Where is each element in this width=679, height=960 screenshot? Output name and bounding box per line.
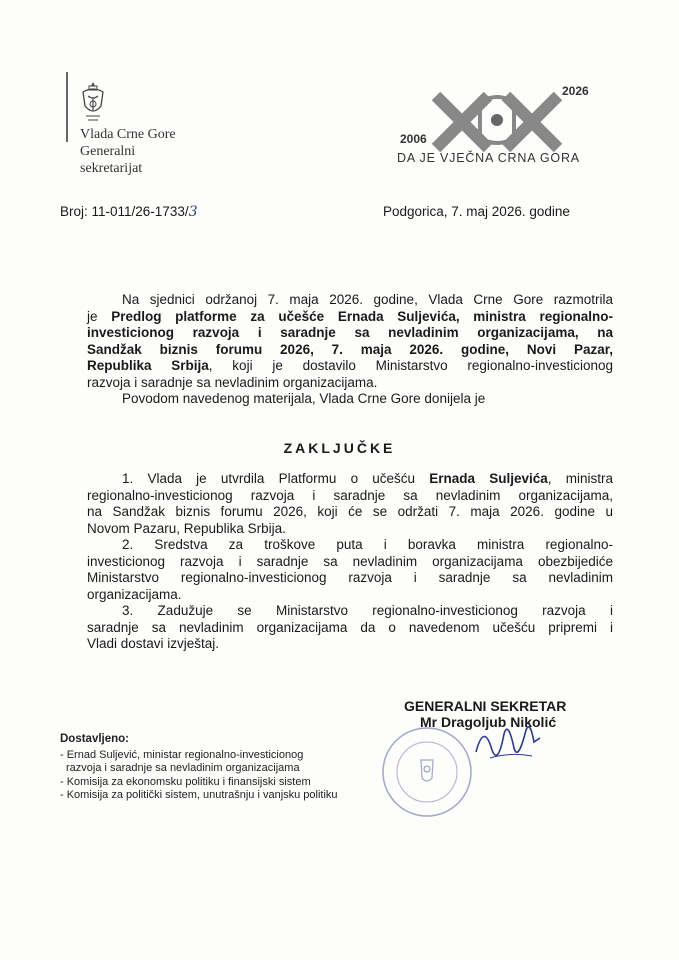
item-1-line-1: 1. Vlada je utvrdila Platformu o učešću Ernada Suljevića, ministra bbox=[122, 471, 614, 486]
reference-number-handwritten: 3 bbox=[188, 204, 198, 220]
document-date: Podgorica, 7. maj 2026. godine bbox=[383, 204, 570, 219]
logo-year-2026: 2026 bbox=[562, 84, 589, 98]
official-stamp-icon bbox=[372, 722, 482, 822]
item-3-line-1: 3. Zadužuje se Ministarstvo regionalno-investicionog razvoja i bbox=[122, 603, 613, 618]
org-line-3: sekretarijat bbox=[80, 161, 143, 176]
item-2-line-1: 2. Sredstva za troškove puta i boravka ministra regionalno- bbox=[122, 537, 613, 552]
item-1-line-4: Novom Pazaru, Republika Srbija. bbox=[87, 520, 286, 536]
item-3-line-3: Vladi dostavi izvještaj. bbox=[87, 636, 220, 651]
reference-number bbox=[60, 204, 198, 220]
header-divider bbox=[66, 72, 68, 142]
item-1-line-2: regionalno-investicionog razvoja i saradnje sa nevladinim organizacijama, bbox=[87, 487, 613, 503]
intro-line-1: Na sjednici održanoj 7. maja 2026. godine, Vlada Crne Gore razmotrila bbox=[122, 292, 613, 307]
item-3-line-2: saradnje sa nevladinim organizacijama da o navedenom učešću pripremi i bbox=[87, 619, 613, 635]
intro-line-6: razvoja i saradnje sa nevladinim organizacijama. bbox=[87, 374, 378, 390]
distribution-item: - Ernad Suljević, ministar regionalno-investicionog bbox=[60, 748, 304, 761]
distribution-item: - Komisija za ekonomsku politiku i finansijski sistem bbox=[60, 775, 311, 788]
intro-line-4: Sandžak biznis forumu 2026, 7. maja 2026. godine, Novi Pazar, bbox=[87, 341, 613, 357]
organization-name bbox=[80, 126, 176, 177]
conclusions-list bbox=[87, 471, 613, 653]
intro-line-5: Republika Srbija, koji je dostavilo Ministarstvo regionalno-investicionog bbox=[87, 358, 613, 373]
logo-motto: DA JE VJEČNA CRNA GORA bbox=[397, 151, 580, 165]
item-2-line-4: organizacijama. bbox=[87, 586, 182, 602]
distribution-item: - Komisija za politički sistem, unutrašnju i vanjsku politiku bbox=[60, 789, 338, 801]
logo-year-2006: 2006 bbox=[400, 132, 427, 146]
signatory-name: Mr Dragoljub Nikolić bbox=[420, 714, 557, 730]
conclusions-heading: ZAKLJUČKE bbox=[283, 440, 396, 456]
signatory-title: GENERALNI SEKRETAR bbox=[404, 698, 567, 714]
distribution-item: razvoja i saradnje sa nevladinim organizacijama bbox=[66, 762, 300, 774]
item-2-line-3: Ministarstvo regionalno-investicionog razvoja i saradnje sa nevladinim bbox=[87, 570, 613, 585]
org-line-1: Vlada Crne Gore bbox=[80, 127, 176, 142]
reference-number-printed: Broj: 11-011/26-1733/ bbox=[60, 204, 189, 219]
intro-paragraph bbox=[87, 292, 613, 408]
item-1-line-3: na Sandžak biznis forumu 2026, koji će se održati 7. maja 2026. godine u bbox=[87, 504, 613, 519]
org-line-2: Generalni bbox=[80, 144, 136, 159]
intro-line-3: investicionog razvoja i saradnje sa nevladinim organizacijama, na bbox=[87, 325, 613, 340]
coat-of-arms-icon bbox=[80, 80, 106, 124]
item-2-line-2: investicionog razvoja i saradnje sa nevladinim organizacijama obezbijediće bbox=[87, 553, 613, 569]
distribution-heading: Dostavljeno: bbox=[60, 733, 130, 745]
intro-line-7: Povodom navedenog materijala, Vlada Crne Gore donijela je bbox=[122, 391, 486, 406]
distribution-list bbox=[60, 733, 338, 803]
intro-line-2: je Predlog platforme za učešće Ernada Suljevića, ministra regionalno- bbox=[87, 308, 613, 324]
